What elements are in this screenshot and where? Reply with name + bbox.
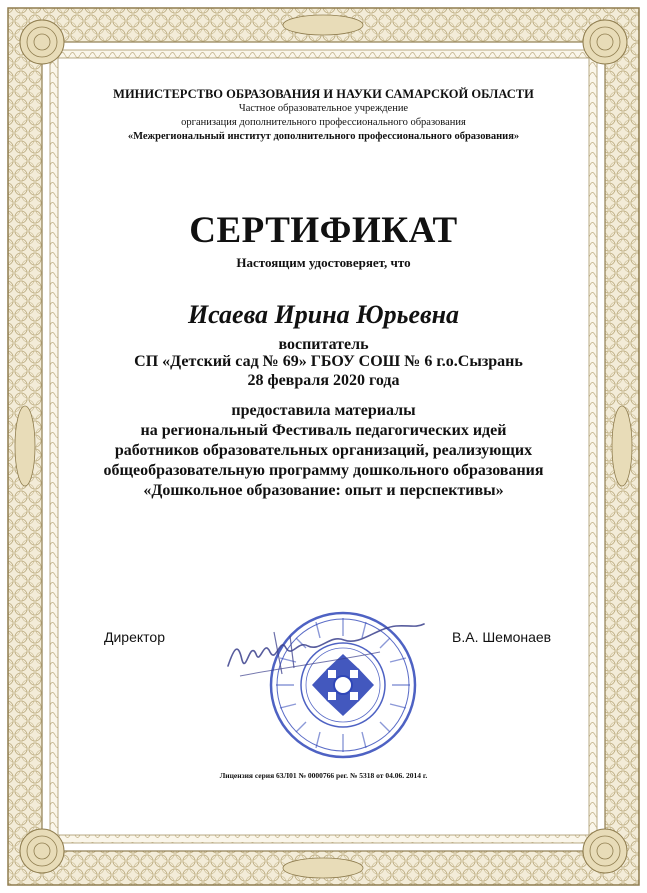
- director-signature: [220, 618, 430, 688]
- recipient-school: СП «Детский сад № 69» ГБОУ СОШ № 6 г.о.Сызрань: [134, 353, 523, 370]
- institute-name: «Межрегиональный институт дополнительного профессионального образования»: [127, 131, 520, 142]
- recipient-name: Исаева Ирина Юрьевна: [187, 300, 460, 329]
- body-line: предоставила материалы: [231, 402, 416, 419]
- body-line: работников образовательных организаций, реализующих: [114, 442, 533, 459]
- ministry-heading: МИНИСТЕРСТВО ОБРАЗОВАНИЯ И НАУКИ САМАРСКОЙ ОБЛАСТИ: [113, 87, 534, 101]
- director-label: Директор: [104, 629, 165, 645]
- certificate-title: СЕРТИФИКАТ: [189, 210, 458, 251]
- certifies-text: Настоящим удостоверяет, что: [236, 255, 411, 270]
- organization-type: Частное образовательное учреждение: [238, 103, 409, 114]
- body-line: на региональный Фестиваль педагогических идей: [140, 422, 507, 439]
- body-line: общеобразовательную программу дошкольного образования: [103, 462, 544, 479]
- body-line: «Дошкольное образование: опыт и перспективы»: [143, 482, 504, 499]
- license-info: Лицензия серия 63Л01 № 0000766 рег. № 5318 от 04.06. 2014 г.: [219, 771, 428, 780]
- director-name: В.А. Шемонаев: [452, 629, 552, 645]
- recipient-position: воспитатель: [278, 336, 369, 353]
- certificate-date: 28 февраля 2020 года: [247, 372, 400, 389]
- organization-description: организация дополнительного профессионального образования: [181, 117, 466, 128]
